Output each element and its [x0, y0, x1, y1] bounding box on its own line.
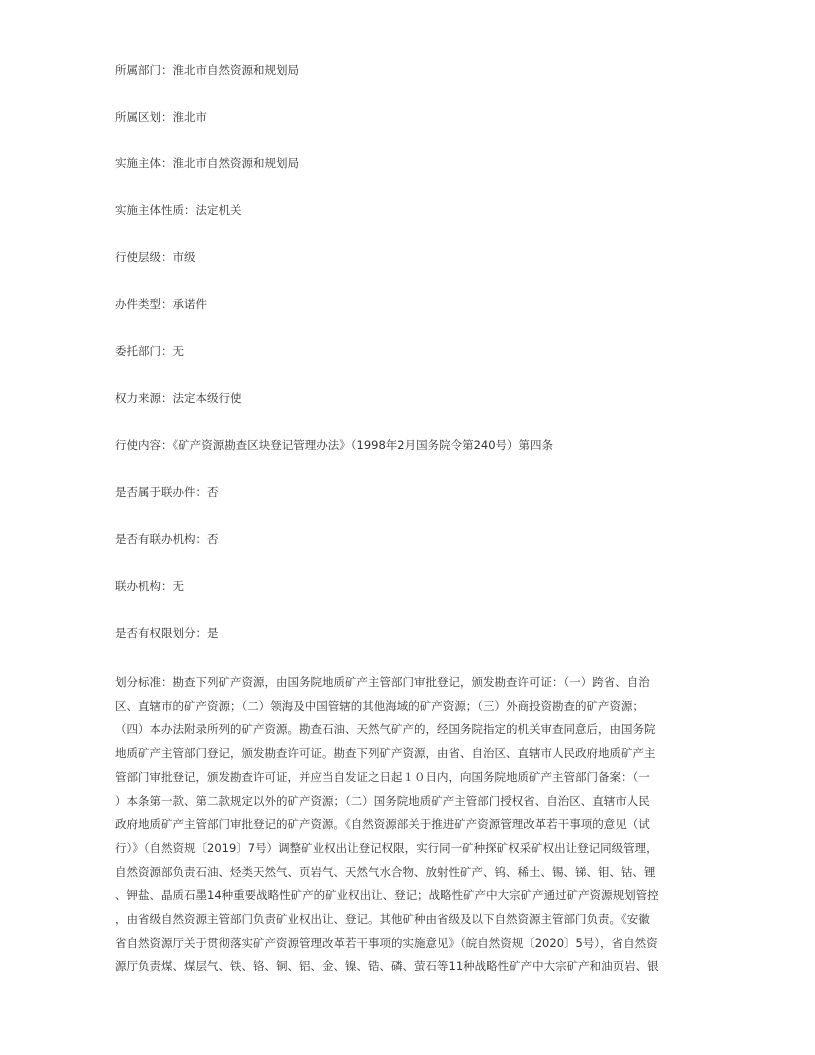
field-body-nature: 实施主体性质：法定机关 — [115, 203, 242, 217]
field-value: 法定机关 — [195, 203, 242, 217]
field-value: 淮北市自然资源和规划局 — [172, 156, 299, 170]
paragraph-line: 行）》（自然资规〔2019〕7号）调整矿业权出让登记权限，实行同一矿种探矿权采矿权出让登记同级管理， — [115, 840, 658, 855]
paragraph-line: ）本条第一款、第二款规定以外的矿产资源；（二）国务院地质矿产主管部门授权省、自治区、直辖市人民 — [115, 793, 650, 808]
paragraph-line: 、钾盐、晶质石墨14种重要战略性矿产的矿业权出让、登记；战略性矿产中大宗矿产通过矿产资源规划管控 — [115, 888, 659, 903]
paragraph-line: 地质矿产主管部门登记，颁发勘查许可证。勘查下列矿产资源，由省、自治区、直辖市人民政府地质矿产主 — [115, 746, 656, 761]
field-power-source: 权力来源：法定本级行使 — [115, 391, 242, 405]
field-region: 所属区划：淮北市 — [115, 110, 207, 124]
field-case-type: 办件类型：承诺件 — [115, 297, 207, 311]
field-value: 否 — [207, 485, 219, 499]
field-label: 实施主体 — [115, 156, 161, 170]
field-exercise-content: 行使内容：《矿产资源勘查区块登记管理办法》（1998年2月国务院令第240号）第四条 — [115, 438, 554, 452]
field-value: 无 — [172, 344, 184, 358]
paragraph-line: 区、直辖市的矿产资源；（二）领海及中国管辖的其他海域的矿产资源；（三）外商投资勘查的矿产资源； — [115, 698, 644, 713]
paragraph-line: 政府地质矿产主管部门审批登记的矿产资源。《自然资源部关于推进矿产资源管理改革若干事项的意见（试 — [115, 817, 650, 832]
field-value: 无 — [172, 579, 184, 593]
division-standard-paragraph — [115, 671, 700, 979]
field-value: 市级 — [172, 250, 196, 264]
paragraph-line: 源厅负责煤、煤层气、铁、铬、铜、铝、金、镍、锆、磷、萤石等11种战略性矿产中大宗矿产和油页岩、银 — [115, 959, 659, 974]
field-label: 委托部门 — [115, 344, 161, 358]
paragraph-line: 省自然资源厅关于贯彻落实矿产资源管理改革若干事项的实施意见》（皖自然资规〔2020〕5号），省自然资 — [115, 935, 658, 950]
field-label: 是否有联办机构 — [115, 532, 196, 546]
field-label: 是否属于联办件 — [115, 485, 196, 499]
field-label: 行使内容 — [115, 438, 161, 452]
paragraph-line: （四）本办法附录所列的矿产资源。勘查石油、天然气矿产的，经国务院指定的机关审查同意后，由国务院 — [115, 722, 656, 737]
field-value: 法定本级行使 — [172, 391, 242, 405]
field-label: 所属区划 — [115, 110, 161, 124]
field-label: 办件类型 — [115, 297, 161, 311]
field-exercise-level: 行使层级：市级 — [115, 250, 196, 264]
field-label: 行使层级 — [115, 250, 161, 264]
field-value: 是 — [207, 626, 219, 640]
field-value: 《矿产资源勘查区块登记管理办法》（1998年2月国务院令第240号）第四条 — [172, 438, 554, 452]
field-label: 是否有权限划分 — [115, 626, 196, 640]
field-label: 实施主体性质 — [115, 203, 184, 217]
field-joint-case: 是否属于联办件：否 — [115, 485, 219, 499]
field-department: 所属部门：淮北市自然资源和规划局 — [115, 63, 299, 77]
paragraph-line: ，由省级自然资源主管部门负责矿业权出让、登记。其他矿种由省级及以下自然资源主管部门负责。《安徽 — [115, 912, 650, 927]
field-has-joint-agency: 是否有联办机构：否 — [115, 532, 219, 546]
field-implementing-body: 实施主体：淮北市自然资源和规划局 — [115, 156, 299, 170]
paragraph-line: 管部门审批登记，颁发勘查许可证，并应当自发证之日起１０日内，向国务院地质矿产主管部门备案：（一 — [115, 769, 650, 784]
field-entrusted-department: 委托部门：无 — [115, 344, 184, 358]
field-value: 淮北市自然资源和规划局 — [172, 63, 299, 77]
field-label: 联办机构 — [115, 579, 161, 593]
paragraph-line: 划分标准：勘查下列矿产资源，由国务院地质矿产主管部门审批登记，颁发勘查许可证：（一）跨省、自治 — [115, 675, 650, 689]
field-label: 所属部门 — [115, 63, 161, 77]
field-joint-agency: 联办机构：无 — [115, 579, 184, 593]
paragraph-line: 自然资源部负责石油、烃类天然气、页岩气、天然气水合物、放射性矿产、钨、稀土、锡、锑、钼、钴、锂 — [115, 864, 656, 879]
field-value: 承诺件 — [172, 297, 207, 311]
field-value: 否 — [207, 532, 219, 546]
field-has-authority-division: 是否有权限划分：是 — [115, 626, 219, 640]
field-label: 权力来源 — [115, 391, 161, 405]
field-value: 淮北市 — [172, 110, 207, 124]
